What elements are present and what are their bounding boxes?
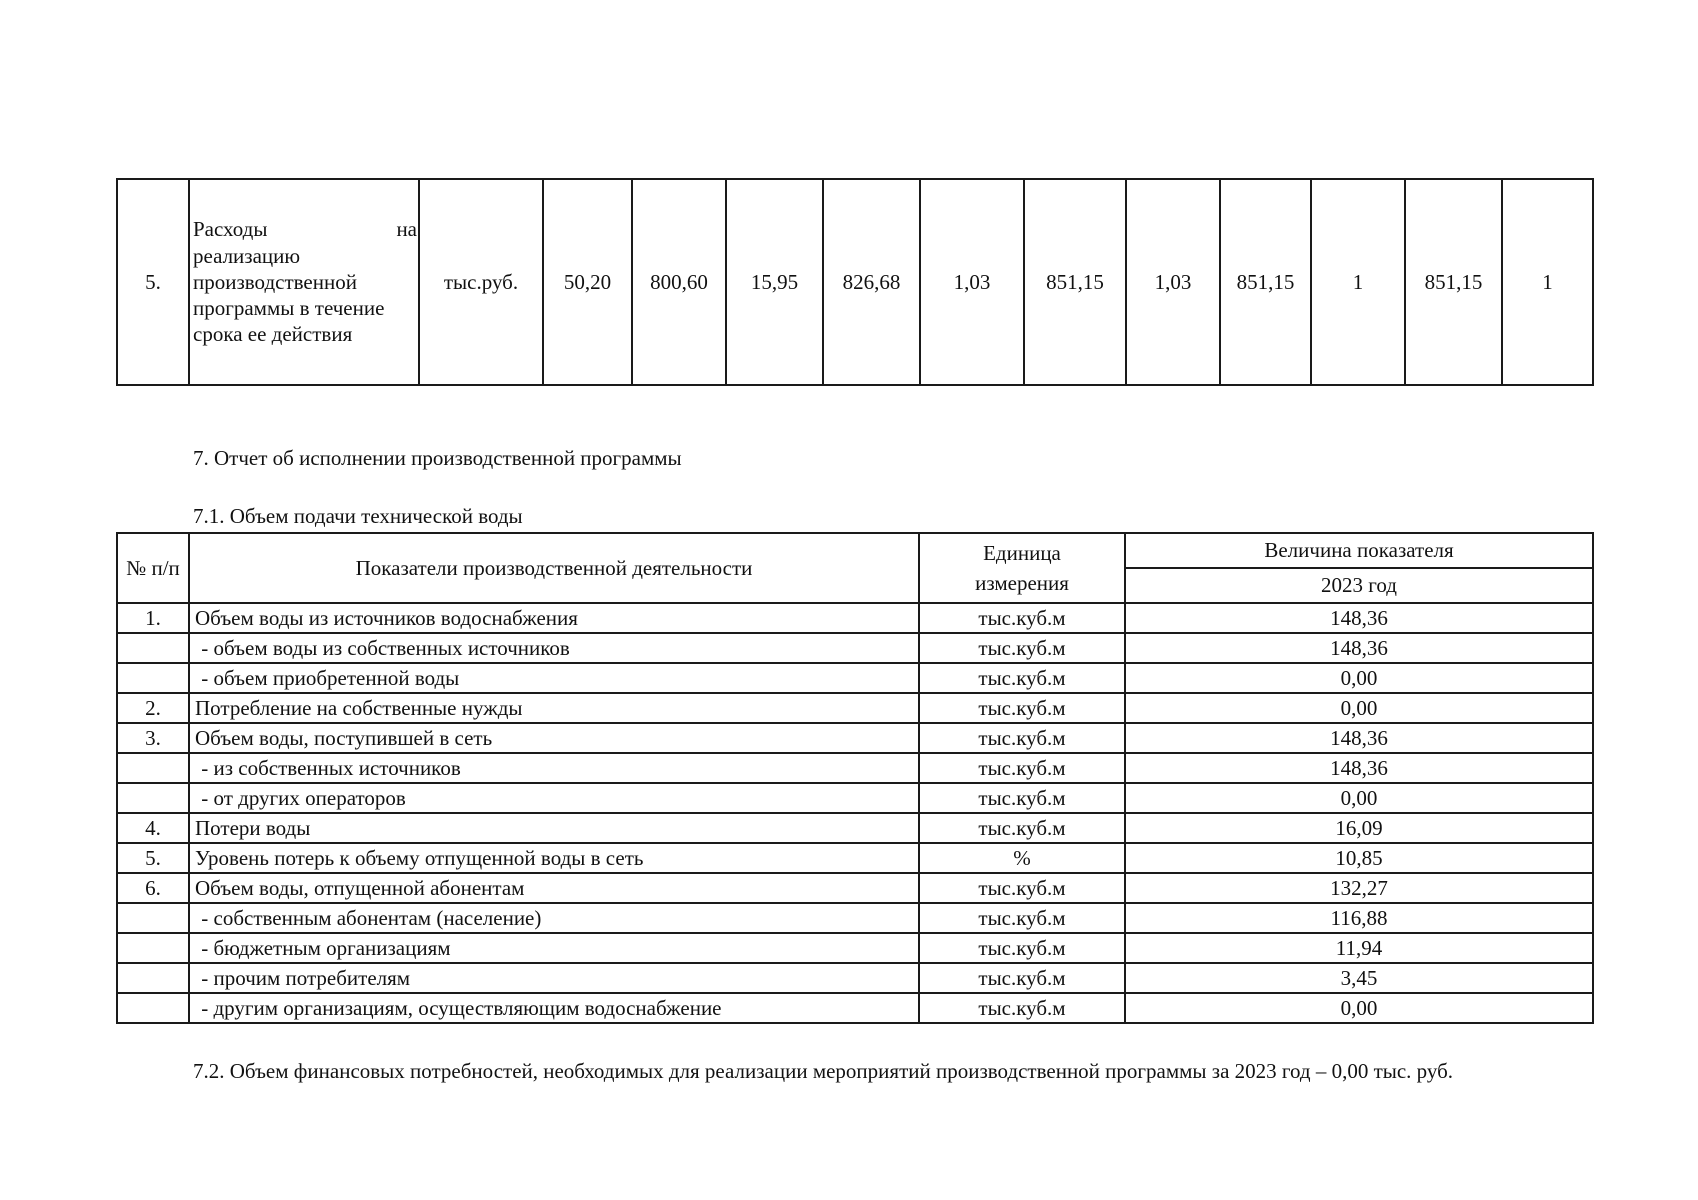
indicator-name: - собственным абонентам (население) — [189, 903, 919, 933]
value-cell: 0,00 — [1125, 693, 1593, 723]
value-cell: 826,68 — [823, 179, 920, 385]
unit-cell: тыс.куб.м — [919, 993, 1125, 1023]
row-number — [117, 933, 189, 963]
row-number: 5. — [117, 179, 189, 385]
value-cell: 0,00 — [1125, 663, 1593, 693]
description-word: Расходы — [193, 217, 268, 242]
value-cell: 1 — [1311, 179, 1405, 385]
subsection-heading: 7.1. Объем подачи технической воды — [193, 504, 523, 528]
description-line: производственной — [193, 269, 357, 294]
unit-cell: тыс.куб.м — [919, 963, 1125, 993]
column-header-year: 2023 год — [1125, 568, 1593, 603]
description-line: реализацию — [193, 243, 301, 268]
value-cell: 800,60 — [632, 179, 726, 385]
value-cell: 148,36 — [1125, 753, 1593, 783]
column-header-unit — [919, 533, 1125, 603]
indicator-name: Уровень потерь к объему отпущенной воды в сеть — [189, 843, 919, 873]
row-number: 1. — [117, 603, 189, 633]
unit-cell: тыс.куб.м — [919, 933, 1125, 963]
indicator-name: Потребление на собственные нужды — [189, 693, 919, 723]
unit-cell: тыс.куб.м — [919, 813, 1125, 843]
column-header-indicator: Показатели производственной деятельности — [189, 533, 919, 603]
table-row — [117, 783, 1593, 813]
unit-header-line: измерения — [975, 571, 1069, 595]
unit-cell: тыс.руб. — [419, 179, 543, 385]
row-number: 2. — [117, 693, 189, 723]
value-cell: 11,94 — [1125, 933, 1593, 963]
table-row — [117, 179, 1593, 385]
table-row — [117, 933, 1593, 963]
description-line: срока ее действия — [193, 322, 353, 347]
table-header-row — [117, 533, 1593, 568]
indicator-name: - из собственных источников — [189, 753, 919, 783]
table-row — [117, 723, 1593, 753]
row-number: 3. — [117, 723, 189, 753]
description-text: программы в течение — [193, 296, 385, 321]
table-row — [117, 753, 1593, 783]
expenses-table — [116, 178, 1594, 386]
value-cell: 15,95 — [726, 179, 823, 385]
indicator-name: - от других операторов — [189, 783, 919, 813]
unit-cell: тыс.куб.м — [919, 903, 1125, 933]
row-number — [117, 633, 189, 663]
indicator-name: - объем приобретенной воды — [189, 663, 919, 693]
row-number: 6. — [117, 873, 189, 903]
unit-cell: тыс.куб.м — [919, 753, 1125, 783]
financial-needs-paragraph: 7.2. Объем финансовых потребностей, необходимых для реализации мероприятий производственной программы за 2023 год – 0,00 тыс. руб. — [193, 1059, 1454, 1083]
value-cell: 16,09 — [1125, 813, 1593, 843]
column-header-number: № п/п — [117, 533, 189, 603]
unit-cell: тыс.куб.м — [919, 873, 1125, 903]
description-line — [193, 295, 417, 321]
unit-header-line: Единица — [983, 540, 1061, 565]
indicator-name: - объем воды из собственных источников — [189, 633, 919, 663]
table-row — [117, 843, 1593, 873]
row-description — [189, 179, 419, 385]
unit-cell: тыс.куб.м — [919, 603, 1125, 633]
water-supply-table — [116, 532, 1594, 1024]
table-row — [117, 813, 1593, 843]
value-cell: 851,15 — [1024, 179, 1126, 385]
value-cell: 148,36 — [1125, 723, 1593, 753]
indicator-name: Объем воды, поступившей в сеть — [189, 723, 919, 753]
table-row — [117, 603, 1593, 633]
row-number: 4. — [117, 813, 189, 843]
indicator-name: - бюджетным организациям — [189, 933, 919, 963]
unit-cell: тыс.куб.м — [919, 723, 1125, 753]
value-cell: 851,15 — [1405, 179, 1502, 385]
value-cell: 132,27 — [1125, 873, 1593, 903]
table-row — [117, 963, 1593, 993]
description-first-line — [193, 216, 417, 242]
value-cell: 851,15 — [1220, 179, 1311, 385]
row-number — [117, 993, 189, 1023]
table-row — [117, 993, 1593, 1023]
indicator-name: - прочим потребителям — [189, 963, 919, 993]
description-word: на — [396, 217, 417, 242]
value-cell: 0,00 — [1125, 993, 1593, 1023]
table-row — [117, 693, 1593, 723]
indicator-name: Потери воды — [189, 813, 919, 843]
value-cell: 0,00 — [1125, 783, 1593, 813]
value-cell: 50,20 — [543, 179, 632, 385]
unit-cell: тыс.куб.м — [919, 693, 1125, 723]
value-cell: 116,88 — [1125, 903, 1593, 933]
table-row — [117, 903, 1593, 933]
unit-cell: тыс.куб.м — [919, 633, 1125, 663]
value-cell: 1,03 — [1126, 179, 1220, 385]
unit-cell: тыс.куб.м — [919, 783, 1125, 813]
row-number — [117, 903, 189, 933]
unit-cell: % — [919, 843, 1125, 873]
row-number: 5. — [117, 843, 189, 873]
table-row — [117, 663, 1593, 693]
indicator-name: Объем воды из источников водоснабжения — [189, 603, 919, 633]
row-number — [117, 783, 189, 813]
table-row — [117, 633, 1593, 663]
row-number — [117, 663, 189, 693]
row-number — [117, 963, 189, 993]
value-cell: 148,36 — [1125, 633, 1593, 663]
value-cell: 1 — [1502, 179, 1593, 385]
indicator-name: - другим организациям, осуществляющим водоснабжение — [189, 993, 919, 1023]
value-cell: 148,36 — [1125, 603, 1593, 633]
value-cell: 1,03 — [920, 179, 1024, 385]
section-heading: 7. Отчет об исполнении производственной программы — [193, 446, 682, 470]
unit-cell: тыс.куб.м — [919, 663, 1125, 693]
column-header-value-group: Величина показателя — [1125, 533, 1593, 568]
row-number — [117, 753, 189, 783]
table-row — [117, 873, 1593, 903]
value-cell: 10,85 — [1125, 843, 1593, 873]
indicator-name: Объем воды, отпущенной абонентам — [189, 873, 919, 903]
value-cell: 3,45 — [1125, 963, 1593, 993]
